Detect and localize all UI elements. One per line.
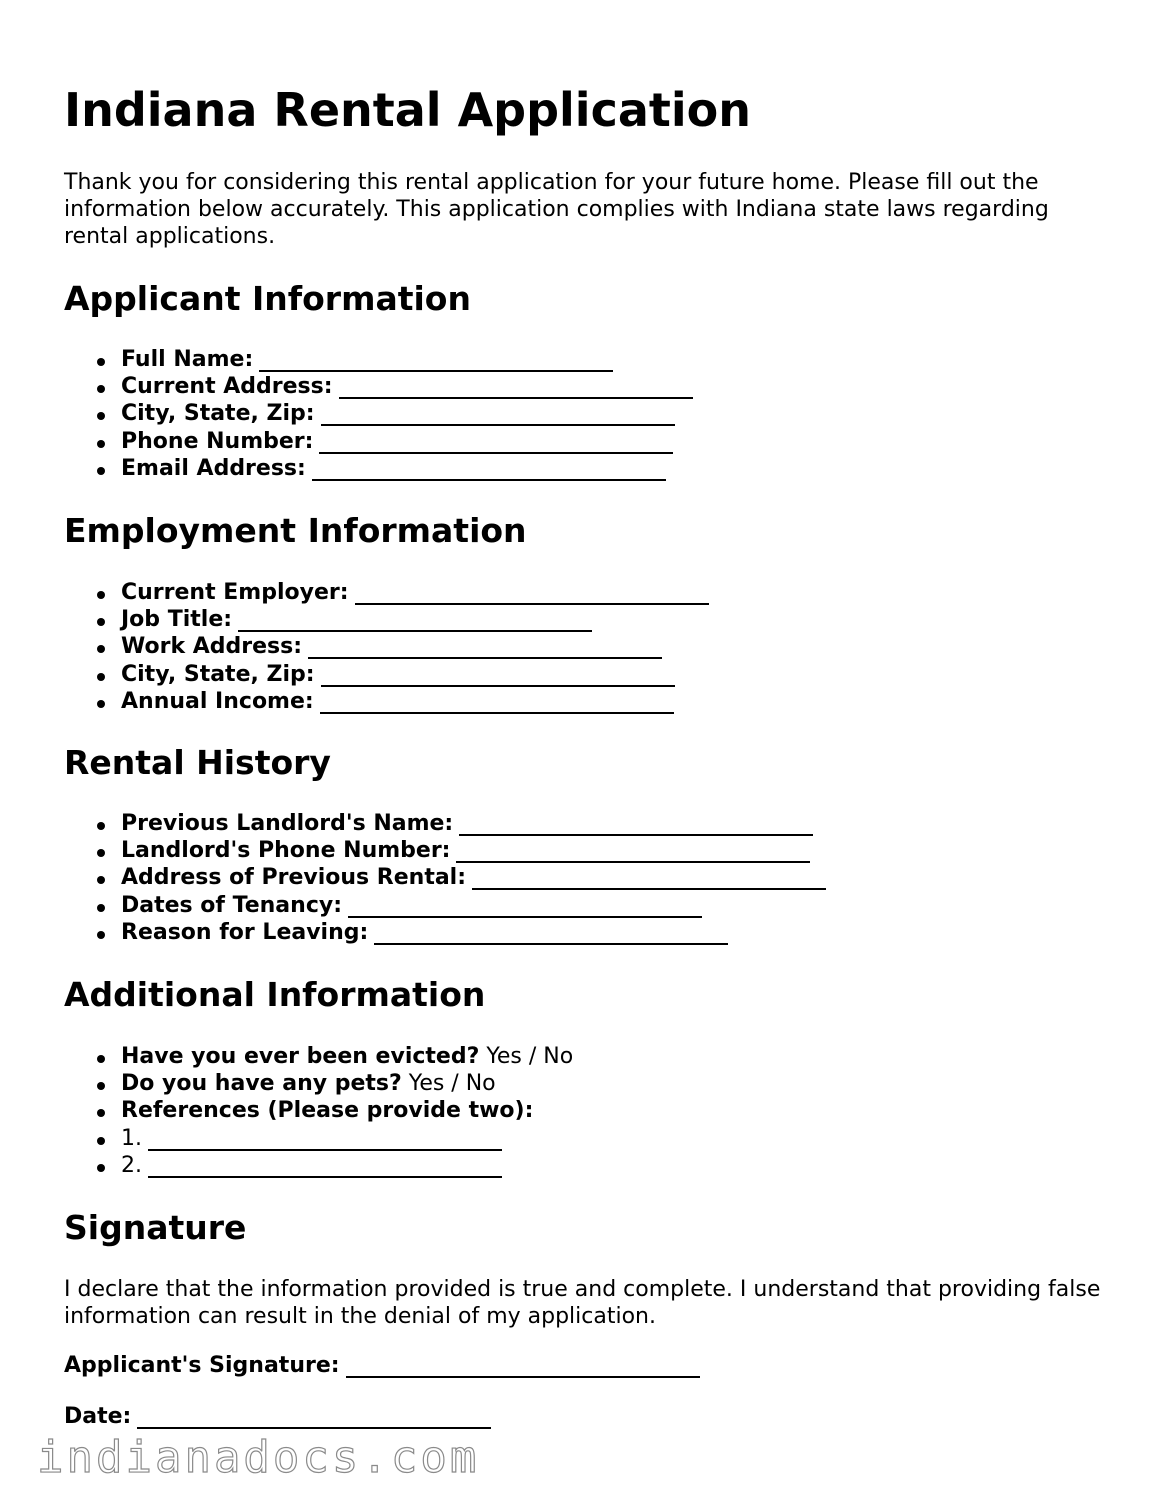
page-title: Indiana Rental Application: [64, 83, 751, 137]
list-item: [121, 579, 709, 606]
pets-question: Do you have any pets?: [121, 1071, 402, 1097]
list-item: [121, 810, 826, 837]
list-item: [121, 1043, 573, 1070]
additional-fields-list: [64, 1043, 573, 1179]
field-label: Previous Landlord's Name:: [121, 811, 454, 836]
field-label: Full Name:: [121, 347, 254, 372]
field-label: Work Address:: [121, 634, 303, 660]
reference-2-blank[interactable]: [148, 1154, 502, 1178]
list-item: [121, 1125, 573, 1152]
field-label: City, State, Zip:: [121, 401, 315, 427]
field-label: Current Address:: [121, 374, 333, 400]
landlord-phone-blank[interactable]: [456, 839, 810, 863]
field-label: Landlord's Phone Number:: [121, 838, 451, 864]
list-item: [121, 428, 693, 455]
job-title-blank[interactable]: [238, 608, 592, 632]
additional-heading: Additional Information: [64, 975, 486, 1014]
list-item: [121, 919, 826, 946]
declaration-paragraph: I declare that the information provided is true and complete. I understand that providing false information can result in the denial of my application.: [64, 1277, 1101, 1329]
list-item: [121, 633, 709, 660]
work-address-blank[interactable]: [308, 635, 662, 659]
signature-heading: Signature: [64, 1208, 247, 1247]
signature-row: [64, 1352, 700, 1379]
field-label: Dates of Tenancy:: [121, 892, 342, 918]
field-label: Email Address:: [121, 455, 306, 481]
annual-income-blank[interactable]: [320, 690, 674, 714]
field-label: City, State, Zip:: [121, 661, 315, 687]
list-item: [121, 661, 709, 688]
field-label: Phone Number:: [121, 428, 314, 454]
signature-blank[interactable]: [346, 1354, 700, 1378]
list-item: [121, 864, 826, 891]
list-item: [121, 892, 826, 919]
list-item: [121, 346, 693, 373]
reference-1-blank[interactable]: [148, 1127, 502, 1151]
list-item: [121, 373, 693, 400]
date-label: Date:: [64, 1404, 132, 1429]
current-employer-blank[interactable]: [355, 581, 709, 605]
rental-history-fields-list: [64, 810, 826, 946]
list-item: [121, 606, 709, 633]
email-address-blank[interactable]: [312, 457, 666, 481]
employment-heading: Employment Information: [64, 511, 527, 550]
signature-label: Applicant's Signature:: [64, 1353, 340, 1378]
reference-number: 1.: [121, 1125, 142, 1151]
dates-of-tenancy-blank[interactable]: [348, 894, 702, 918]
city-state-zip-blank[interactable]: [321, 402, 675, 426]
current-address-blank[interactable]: [339, 375, 693, 399]
employment-fields-list: [64, 579, 709, 715]
list-item: [121, 1070, 573, 1097]
applicant-heading: Applicant Information: [64, 279, 471, 318]
applicant-fields-list: [64, 346, 693, 482]
list-item: [121, 1097, 573, 1124]
date-blank[interactable]: [137, 1405, 491, 1429]
list-item: [121, 688, 709, 715]
pets-options[interactable]: Yes / No: [408, 1071, 496, 1097]
list-item: [121, 1152, 573, 1179]
rental-history-heading: Rental History: [64, 743, 331, 782]
phone-number-blank[interactable]: [319, 430, 673, 454]
date-row: [64, 1403, 491, 1430]
reference-number: 2.: [121, 1152, 142, 1178]
references-label: References (Please provide two):: [121, 1098, 534, 1124]
watermark: indianadocs.com: [37, 1432, 480, 1483]
field-label: Job Title:: [121, 607, 233, 633]
evicted-options[interactable]: Yes / No: [486, 1044, 574, 1069]
field-label: Current Employer:: [121, 580, 349, 605]
reason-for-leaving-blank[interactable]: [374, 921, 728, 945]
list-item: [121, 400, 693, 427]
list-item: [121, 837, 826, 864]
previous-rental-address-blank[interactable]: [472, 866, 826, 890]
field-label: Annual Income:: [121, 688, 314, 714]
field-label: Address of Previous Rental:: [121, 865, 467, 891]
previous-landlord-name-blank[interactable]: [459, 812, 813, 836]
field-label: Reason for Leaving:: [121, 919, 369, 945]
evicted-question: Have you ever been evicted?: [121, 1044, 480, 1069]
work-city-state-zip-blank[interactable]: [321, 663, 675, 687]
list-item: [121, 455, 693, 482]
intro-paragraph: Thank you for considering this rental application for your future home. Please fill out the information below accurately. This application complies with Indiana state laws regarding rental applications.: [64, 170, 1049, 249]
full-name-blank[interactable]: [259, 348, 613, 372]
